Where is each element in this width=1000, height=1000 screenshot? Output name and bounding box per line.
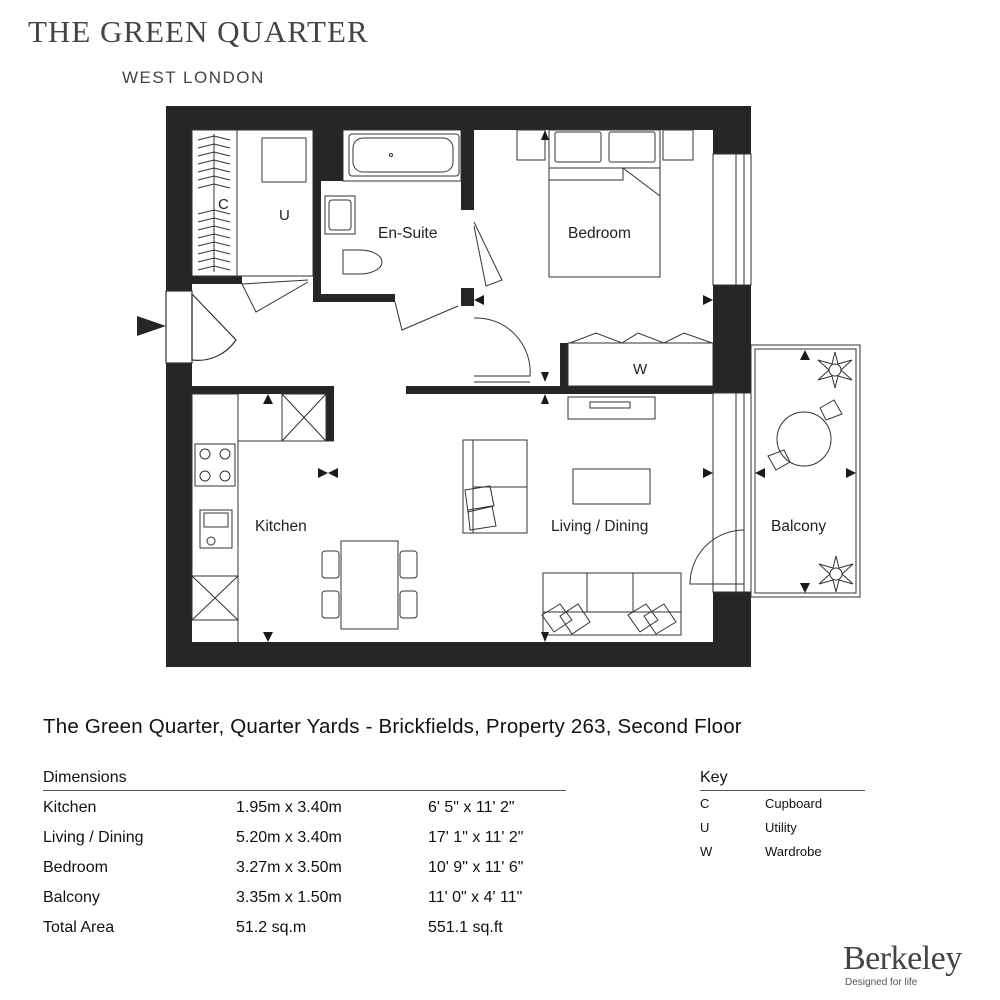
dimensions-divider xyxy=(43,790,566,791)
wall-living-top xyxy=(406,386,713,394)
key-item xyxy=(700,796,900,818)
dimension-row xyxy=(43,889,583,915)
key-letter: W xyxy=(700,844,713,859)
sink-icon xyxy=(200,510,232,548)
balcony xyxy=(751,345,860,597)
dimension-row xyxy=(43,829,583,855)
boiler-unit xyxy=(262,138,306,182)
wall-cupboard-base xyxy=(192,276,242,284)
development-location: WEST LONDON xyxy=(122,68,265,87)
dimension-imperial: 17' 1" x 11' 2" xyxy=(428,829,524,846)
dimension-room: Bedroom xyxy=(43,859,108,876)
balcony-chair xyxy=(820,400,842,420)
entrance-arrow-icon xyxy=(137,316,166,336)
ensuite-door xyxy=(395,302,458,330)
dimension-metric: 3.27m x 3.50m xyxy=(236,859,342,876)
balcony-table xyxy=(777,412,831,466)
key-letter: C xyxy=(700,796,710,811)
pillow xyxy=(555,132,601,162)
dimension-imperial: 11' 0" x 4' 11" xyxy=(428,889,523,906)
wall-top xyxy=(166,106,751,130)
dimension-metric: 3.35m x 1.50m xyxy=(236,889,342,906)
wall-ensuite-right xyxy=(461,130,474,210)
wall-kitchen-stub xyxy=(326,386,334,441)
cupboard-letter: C xyxy=(218,196,229,213)
dimension-room: Total Area xyxy=(43,919,115,936)
dimension-room: Balcony xyxy=(43,889,100,906)
cupboard-utility xyxy=(192,130,313,312)
dimension-metric: 1.95m x 3.40m xyxy=(236,799,342,816)
key-heading: Key xyxy=(700,769,728,786)
key-item xyxy=(700,844,900,866)
coffee-table xyxy=(573,469,650,504)
wall-right-top xyxy=(713,106,751,154)
room-label-kitchen: Kitchen xyxy=(255,518,307,535)
key-divider xyxy=(700,790,865,791)
cushion xyxy=(465,486,496,530)
dimension-row-total xyxy=(43,919,583,945)
bath-icon xyxy=(349,134,459,176)
wall-right-middle xyxy=(713,285,751,393)
dimensions-heading: Dimensions xyxy=(43,769,127,786)
wardrobe-doors xyxy=(570,333,712,343)
logo-tagline: Designed for life xyxy=(845,977,918,988)
dimension-room: Kitchen xyxy=(43,799,97,816)
dining-table xyxy=(341,541,398,629)
property-title: The Green Quarter, Quarter Yards - Brickfields, Property 263, Second Floor xyxy=(43,715,742,738)
room-label-bedroom: Bedroom xyxy=(568,225,631,242)
bedside-table xyxy=(663,130,693,160)
bedroom-furniture xyxy=(474,130,713,386)
pillow xyxy=(609,132,655,162)
room-label-balcony: Balcony xyxy=(771,518,827,535)
wall-ensuite-right-low xyxy=(461,288,474,306)
bedroom-ensuite-door xyxy=(474,222,502,286)
dimension-imperial: 10' 9" x 11' 6" xyxy=(428,859,524,876)
key-letter: U xyxy=(700,820,710,835)
dimension-room: Living / Dining xyxy=(43,829,144,846)
dimension-imperial: 551.1 sq.ft xyxy=(428,919,503,936)
dimension-metric: 5.20m x 3.40m xyxy=(236,829,342,846)
room-label-living-dining: Living / Dining xyxy=(551,518,649,535)
wall-ensuite-left xyxy=(313,181,321,302)
wall-right-bottom xyxy=(713,592,751,667)
toilet-icon xyxy=(343,250,382,274)
wall-left-lower xyxy=(166,363,192,667)
berkeley-logo xyxy=(843,940,963,990)
wall-ensuite-bottom xyxy=(313,294,395,302)
living-furniture xyxy=(463,397,681,635)
key-item xyxy=(700,820,900,842)
key-label: Cupboard xyxy=(765,796,823,811)
wall-bottom xyxy=(166,642,751,667)
entrance-door xyxy=(137,291,236,363)
key-label: Wardrobe xyxy=(765,844,822,859)
wall-left-upper xyxy=(166,106,192,291)
wardrobe-letter: W xyxy=(633,361,648,378)
dimension-imperial: 6' 5" x 11' 2" xyxy=(428,799,515,816)
cupboard-door xyxy=(242,280,308,312)
utility-letter: U xyxy=(279,207,290,224)
key-label: Utility xyxy=(765,820,797,835)
dimension-row xyxy=(43,799,583,825)
plant-icon xyxy=(819,556,853,592)
dimension-metric: 51.2 sq.m xyxy=(236,919,307,936)
wall-kitchen-top xyxy=(192,386,333,394)
wall-ensuite-left-top xyxy=(313,130,343,181)
bed xyxy=(549,130,660,277)
room-label-en-suite: En-Suite xyxy=(378,225,438,242)
bedroom-door xyxy=(474,318,530,376)
development-title: THE GREEN QUARTER xyxy=(28,14,369,49)
bedside-table xyxy=(517,130,545,160)
plant-icon xyxy=(818,352,852,388)
wall-wardrobe-left xyxy=(560,343,568,387)
cushion xyxy=(542,604,676,634)
logo-wordmark: Berkeley xyxy=(843,940,962,977)
dimension-row xyxy=(43,859,583,885)
